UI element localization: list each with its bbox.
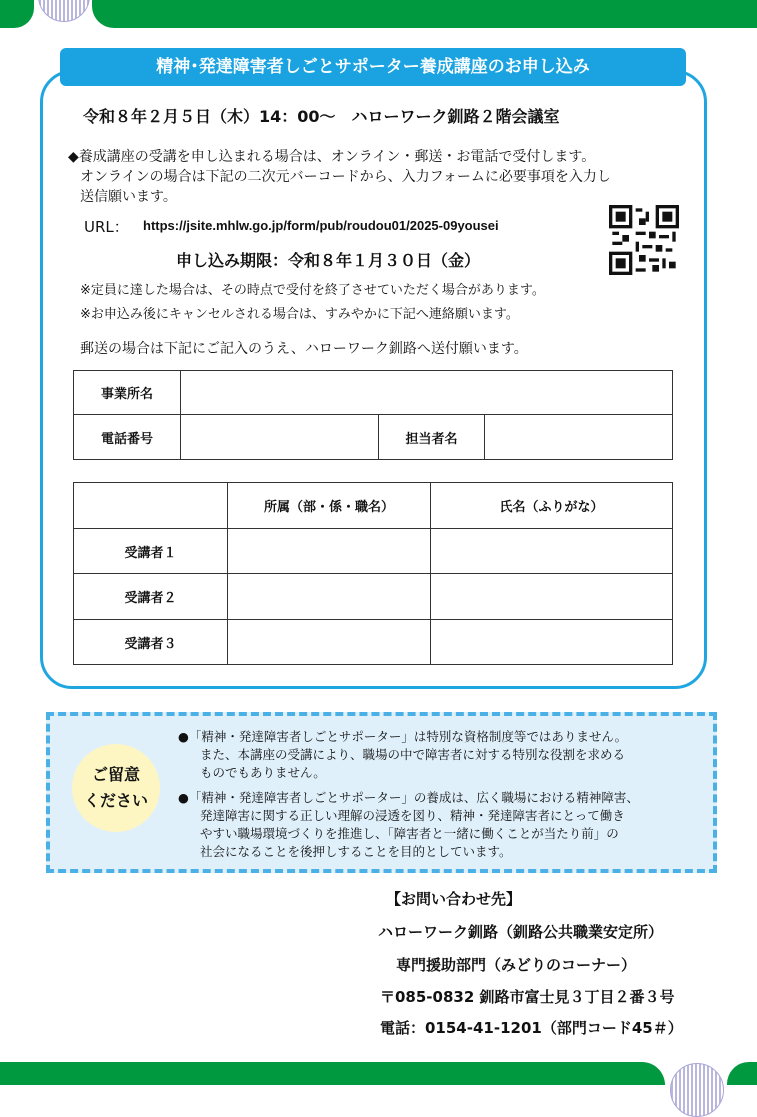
note-line: ※お申込み後にキャンセルされる場合は、すみやかに下記へ連絡願います。 (80, 307, 519, 322)
badge-line: ください (83, 791, 148, 810)
footer-decor-circle (670, 1063, 724, 1117)
contact-office: ハローワーク釧路（釧路公共職業安定所） (378, 923, 664, 941)
department-field[interactable] (228, 574, 431, 620)
attendee-label: 受講者３ (74, 620, 228, 665)
contact-address: 〒085-0832 釧路市富士見３丁目２番３号 (380, 988, 675, 1006)
event-line: 令和８年２月５日（木）14：00～ ハローワーク釧路２階会議室 (83, 107, 560, 126)
bullet-line: また、本講座の受講により、職場の中で障害者に対する特別な役割を求める (200, 747, 626, 762)
attendee-label: 受講者２ (74, 574, 228, 620)
url-label: URL： (84, 218, 129, 236)
bullet-line: やすい職場環境づくりを推進し、「障害者と一緒に働くことが当たり前」の (200, 826, 619, 841)
bullet-line: 発達障害に関する正しい理解の浸透を図り、精神・発達障害者にとって働き (200, 808, 625, 823)
badge-line: ご留意 (91, 765, 140, 784)
footer-band (0, 1062, 665, 1085)
qr-code-icon[interactable] (608, 205, 680, 275)
intro-line: 送信願います。 (80, 189, 177, 205)
department-field[interactable] (228, 620, 431, 665)
header-decor-circle (38, 0, 90, 22)
company-form-table (73, 370, 673, 460)
contact-heading: 【お問い合わせ先】 (386, 890, 522, 908)
notice-badge (72, 744, 160, 832)
name-field[interactable] (431, 620, 673, 665)
office-field[interactable] (181, 371, 673, 415)
intro-line: オンラインの場合は下記の二次元バーコードから、入力フォームに必要事項を入力し (80, 169, 611, 185)
attendee-label: 受講者１ (74, 529, 228, 574)
deadline: 申し込み期限：令和８年１月３０日（金） (176, 251, 481, 270)
bullet-line: ●「精神・発達障害者しごとサポーター」は特別な資格制度等ではありません。 (178, 729, 628, 744)
note-line: ※定員に達した場合は、その時点で受付を終了させていただく場合があります。 (80, 283, 545, 298)
contact-department: 専門援助部門（みどりのコーナー） (396, 956, 637, 974)
name-field[interactable] (431, 529, 673, 574)
header-cell: 氏名（ふりがな） (431, 483, 673, 529)
notice-bullet (178, 789, 639, 861)
attendee-form-table (73, 482, 673, 665)
table-row (74, 574, 673, 620)
footer-band-right (727, 1062, 757, 1085)
phone-label: 電話番号 (74, 415, 181, 460)
notice-bullet (178, 728, 627, 782)
bullet-line: ものでもありません。 (200, 765, 326, 780)
table-row (74, 620, 673, 665)
form-url-link[interactable]: https://jsite.mhlw.go.jp/form/pub/roudou01/2025-09yousei (143, 218, 499, 233)
phone-field[interactable] (181, 415, 379, 460)
contact-person-label: 担当者名 (379, 415, 485, 460)
header-band-left (0, 0, 34, 28)
header-band (92, 0, 757, 28)
bullet-line: 社会になることを後押しすることを目的としています。 (200, 844, 512, 859)
header-cell (74, 483, 228, 529)
contact-person-field[interactable] (485, 415, 673, 460)
office-label: 事業所名 (74, 371, 181, 415)
name-field[interactable] (431, 574, 673, 620)
header-cell: 所属（部・係・職名） (228, 483, 431, 529)
page-title: 精神･発達障害者しごとサポーター養成講座のお申し込み (60, 48, 686, 86)
bullet-line: ●「精神・発達障害者しごとサポーター」の養成は、広く職場における精神障害、 (178, 790, 639, 805)
contact-phone: 電話：0154-41-1201（部門コード45＃） (380, 1019, 683, 1037)
intro-line: ◆養成講座の受講を申し込まれる場合は、オンライン・郵送・お電話で受付します。 (68, 149, 596, 165)
table-row (74, 529, 673, 574)
mail-note: 郵送の場合は下記にご記入のうえ、ハローワーク釧路へ送付願います。 (80, 341, 528, 357)
department-field[interactable] (228, 529, 431, 574)
